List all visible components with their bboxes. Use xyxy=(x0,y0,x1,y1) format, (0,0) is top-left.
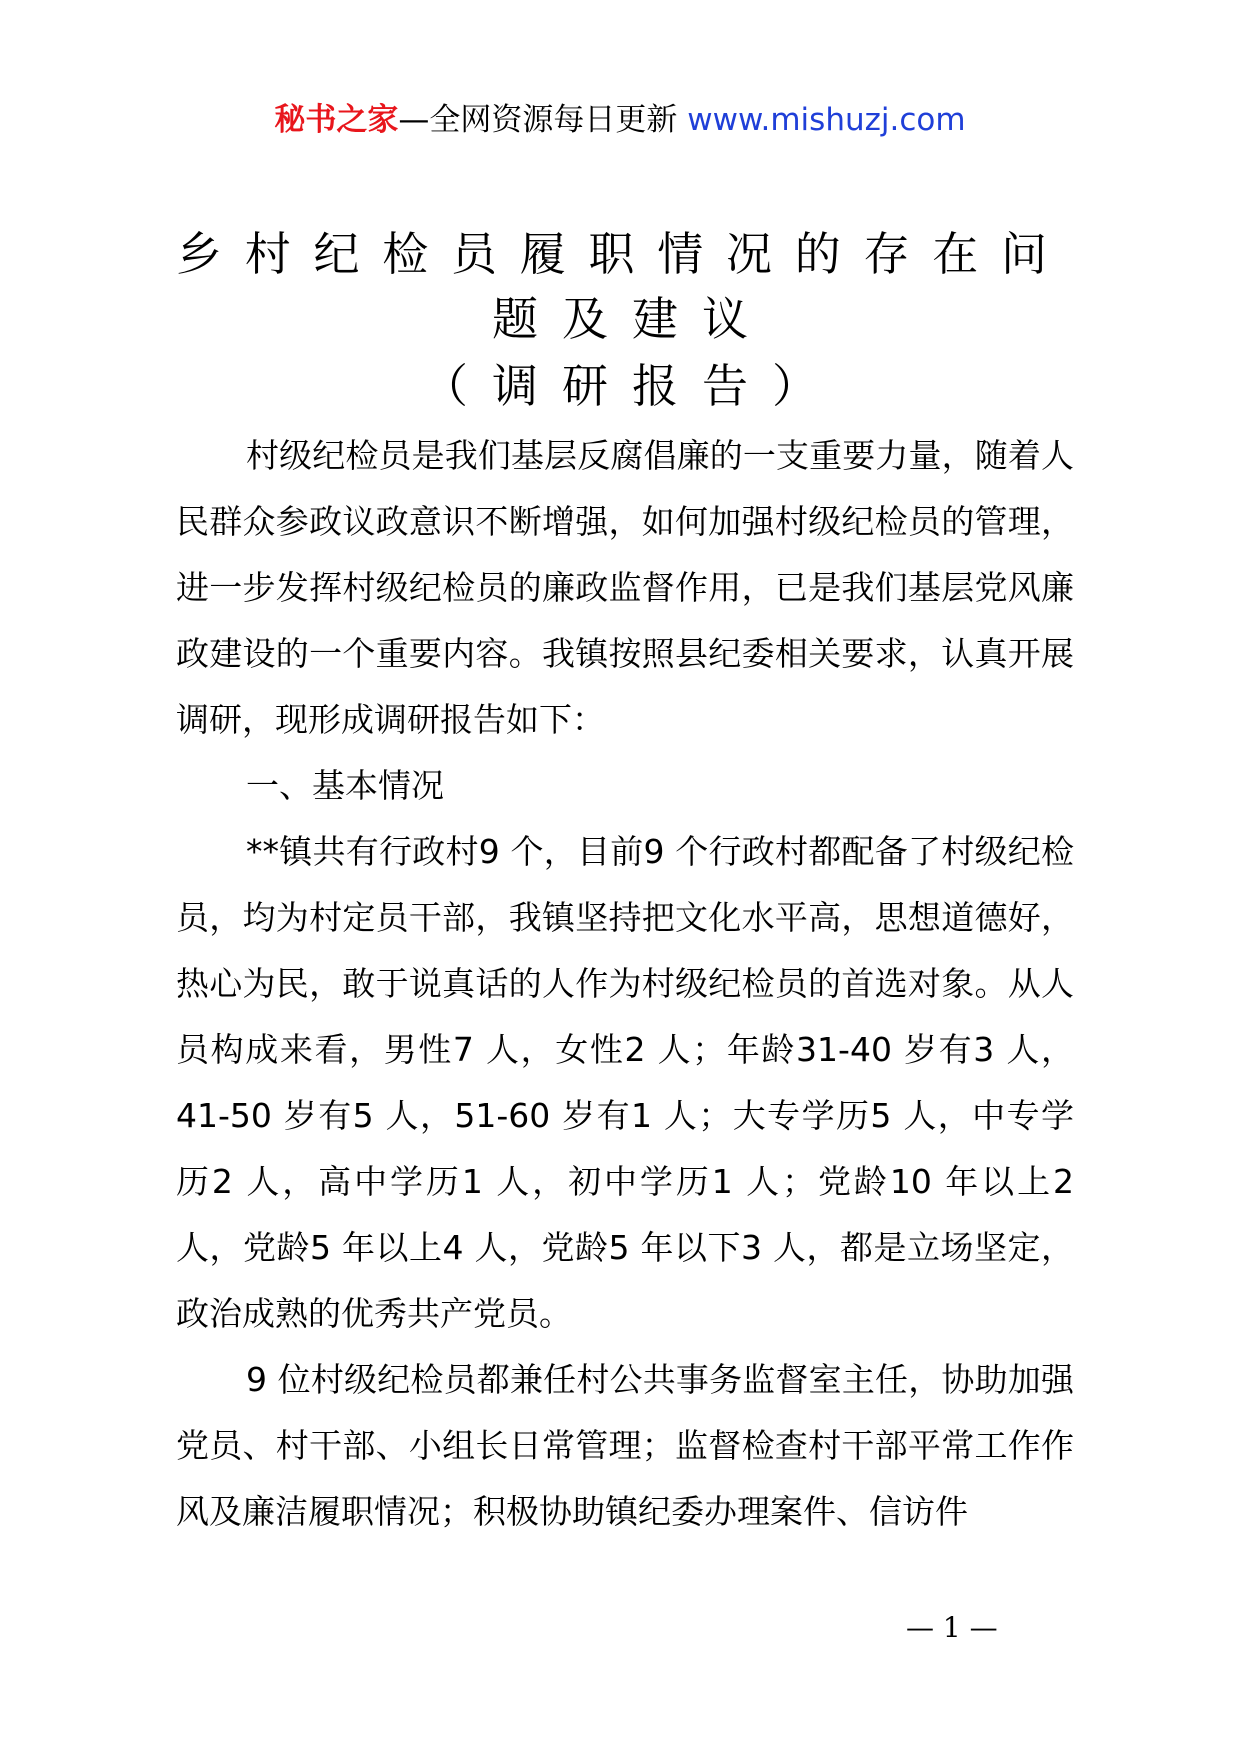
basic-situation-paragraph: **镇共有行政村9 个，目前9 个行政村都配备了村级纪检员，均为村定员干部，我镇坚持把文化水平高，思想道德好，热心为民，敢于说真话的人作为村级纪检员的首选对象。从人员构成来看，男性7 人，女性2 人；年龄31-40 岁有3 人，41-50 岁有5 人，51-60 岁有1 人；大专学历5 人，中专学历2 人，高中学历1 人，初中学历1 人；党龄10 年以上2 人，党龄5 年以上4 人，党龄5 年以下3 人，都是立场坚定，政治成熟的优秀共产党员。 xyxy=(176,832,1074,1333)
site-banner xyxy=(0,100,1240,140)
document-title-line-1: 乡村纪检员履职情况的存在问 xyxy=(176,227,1064,281)
site-url-link[interactable]: www.mishuzj.com xyxy=(687,102,966,138)
page-number: — 1 — xyxy=(906,1611,998,1644)
site-brand-name: 秘书之家 xyxy=(274,102,399,138)
duties-paragraph: 9 位村级纪检员都兼任村公共事务监督室主任，协助加强党员、村干部、小组长日常管理；监督检查村干部平常工作作风及廉洁履职情况；积极协助镇纪委办理案件、信访件 xyxy=(176,1360,1074,1531)
section-heading-basic-situation: 一、基本情况 xyxy=(246,766,444,805)
intro-paragraph: 村级纪检员是我们基层反腐倡廉的一支重要力量，随着人民群众参政议政意识不断增强，如何加强村级纪检员的管理，进一步发挥村级纪检员的廉政监督作用，已是我们基层党风廉政建设的一个重要内容。我镇按照县纪委相关要求，认真开展调研，现形成调研报告如下： xyxy=(176,436,1074,739)
document-title-line-2: 题及建议 xyxy=(492,292,772,346)
site-tagline: —全网资源每日更新 xyxy=(398,102,688,138)
document-subtitle: （调研报告） xyxy=(422,359,842,413)
document-body xyxy=(176,423,1074,1545)
